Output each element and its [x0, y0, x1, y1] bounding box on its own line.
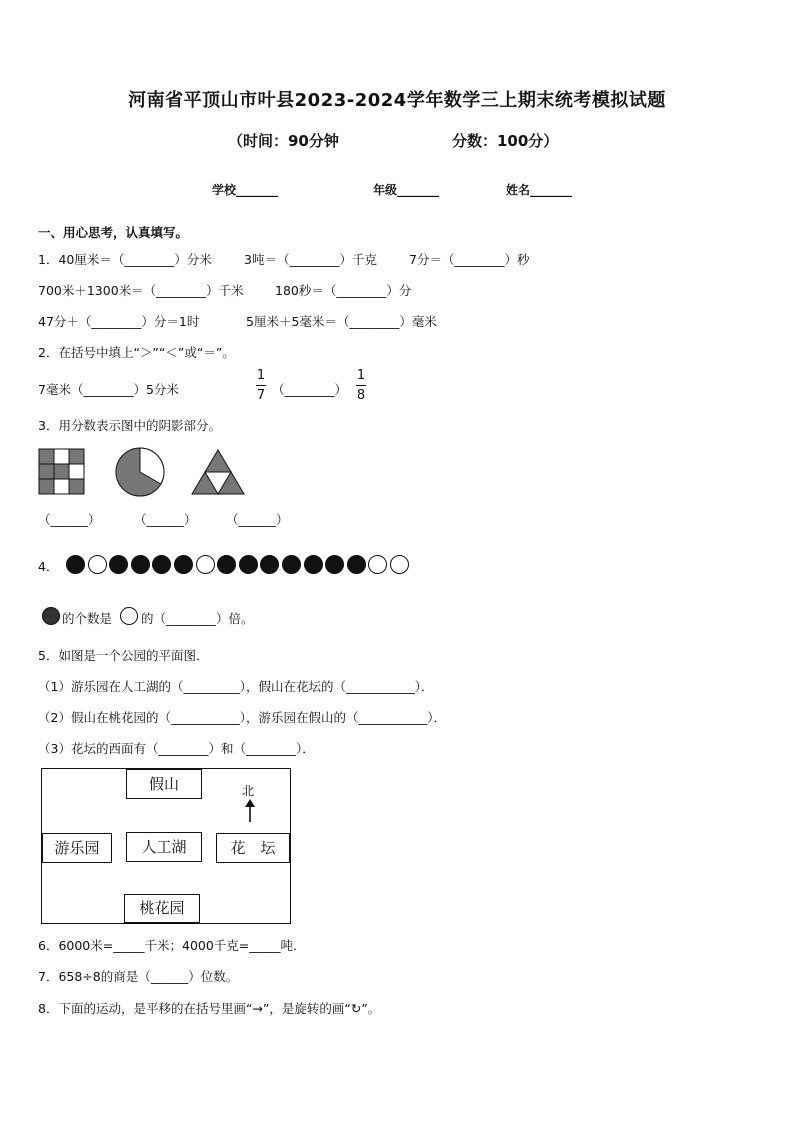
white-dot	[88, 555, 107, 574]
q5-sub-2: （2）假山在桃花园的（___________），游乐园在假山的（___________）．	[38, 710, 446, 725]
q8-text: 8．下面的运动，是平移的在括号里画“→”，是旋转的画“↻”。	[38, 1001, 381, 1016]
fraction-one-eighth	[356, 368, 366, 403]
white-dot	[368, 555, 387, 574]
map-taohuayuan: 桃花园	[124, 894, 200, 923]
black-dot	[66, 555, 85, 574]
north-arrow-icon	[243, 799, 257, 823]
exam-time: （时间：90分钟	[228, 132, 339, 150]
white-dot-icon	[120, 607, 138, 625]
black-dot	[109, 555, 128, 574]
white-dot	[390, 555, 409, 574]
page-title: 河南省平顶山市叶县2023-2024学年数学三上期末统考模拟试题	[128, 90, 666, 111]
name-field: 姓名_______	[506, 183, 573, 197]
black-dot	[282, 555, 301, 574]
black-dot	[131, 555, 150, 574]
fraction-numerator: 1	[256, 368, 266, 383]
q4-number: 4．	[38, 559, 59, 574]
fraction-denominator: 8	[356, 388, 366, 403]
circle-shape-figure	[114, 446, 166, 498]
q1-item-b: 3吨＝（________）千克	[244, 252, 377, 267]
q5-stem: 5．如图是一个公园的平面图．	[38, 648, 209, 663]
black-dot	[152, 555, 171, 574]
black-dot	[217, 555, 236, 574]
q1-item-c: 7分＝（________）秒	[409, 252, 530, 267]
q3-blank-2: （______）	[134, 512, 197, 527]
black-dot	[174, 555, 193, 574]
black-dot	[304, 555, 323, 574]
triangle-shape-figure	[190, 448, 246, 496]
black-dot	[325, 555, 344, 574]
q1-item-g: 5厘米＋5毫米＝（________）毫米	[246, 314, 437, 329]
section-heading: 一、用心思考，认真填写。	[38, 225, 189, 240]
black-dot	[260, 555, 279, 574]
q1-item-d: 700米＋1300米＝（________）千米	[38, 283, 244, 298]
fraction-one-seventh	[256, 368, 266, 403]
q2-stem: 2．在括号中填上“＞”“＜”或“＝”。	[38, 345, 235, 360]
map-rengonghu: 人工湖	[126, 832, 202, 862]
q2-item-a: 7毫米（________）5分米	[38, 382, 179, 397]
q5-sub-1: （1）游乐园在人工湖的（_________），假山在花坛的（___________）．	[38, 679, 434, 694]
grade-field: 年级_______	[373, 183, 440, 197]
map-huatan: 花 坛	[216, 833, 290, 863]
school-field: 学校_______	[212, 183, 279, 197]
q1-item-e: 180秒＝（________）分	[275, 283, 412, 298]
q1-item-f: 47分＋（________）分＝1时	[38, 314, 200, 329]
q7-text: 7．658÷8的商是（______）位数。	[38, 969, 239, 984]
black-dot	[347, 555, 366, 574]
q3-blank-1: （______）	[38, 512, 101, 527]
map-jiashan: 假山	[126, 769, 202, 799]
q1-item-a: 1．40厘米＝（________）分米	[38, 252, 212, 267]
q3-stem: 3．用分数表示图中的阴影部分。	[38, 418, 221, 433]
north-label: 北	[242, 784, 255, 798]
grid-shape-figure	[38, 448, 86, 496]
white-dot	[196, 555, 215, 574]
black-dot-icon	[42, 607, 60, 625]
exam-score: 分数：100分）	[452, 132, 559, 150]
q2-blank: （________）	[272, 382, 348, 397]
map-youleyuan: 游乐园	[42, 833, 112, 863]
fraction-numerator: 1	[356, 368, 366, 383]
q5-sub-3: （3）花坛的西面有（________）和（________）．	[38, 741, 315, 756]
q4-text-b: 的（________）倍。	[141, 611, 254, 626]
q3-blank-3: （______）	[226, 512, 289, 527]
q6-text: 6．6000米=_____千米；4000千克=_____吨．	[38, 938, 306, 953]
fraction-denominator: 7	[256, 388, 266, 403]
black-dot	[239, 555, 258, 574]
q4-text-a: 的个数是	[62, 611, 113, 626]
